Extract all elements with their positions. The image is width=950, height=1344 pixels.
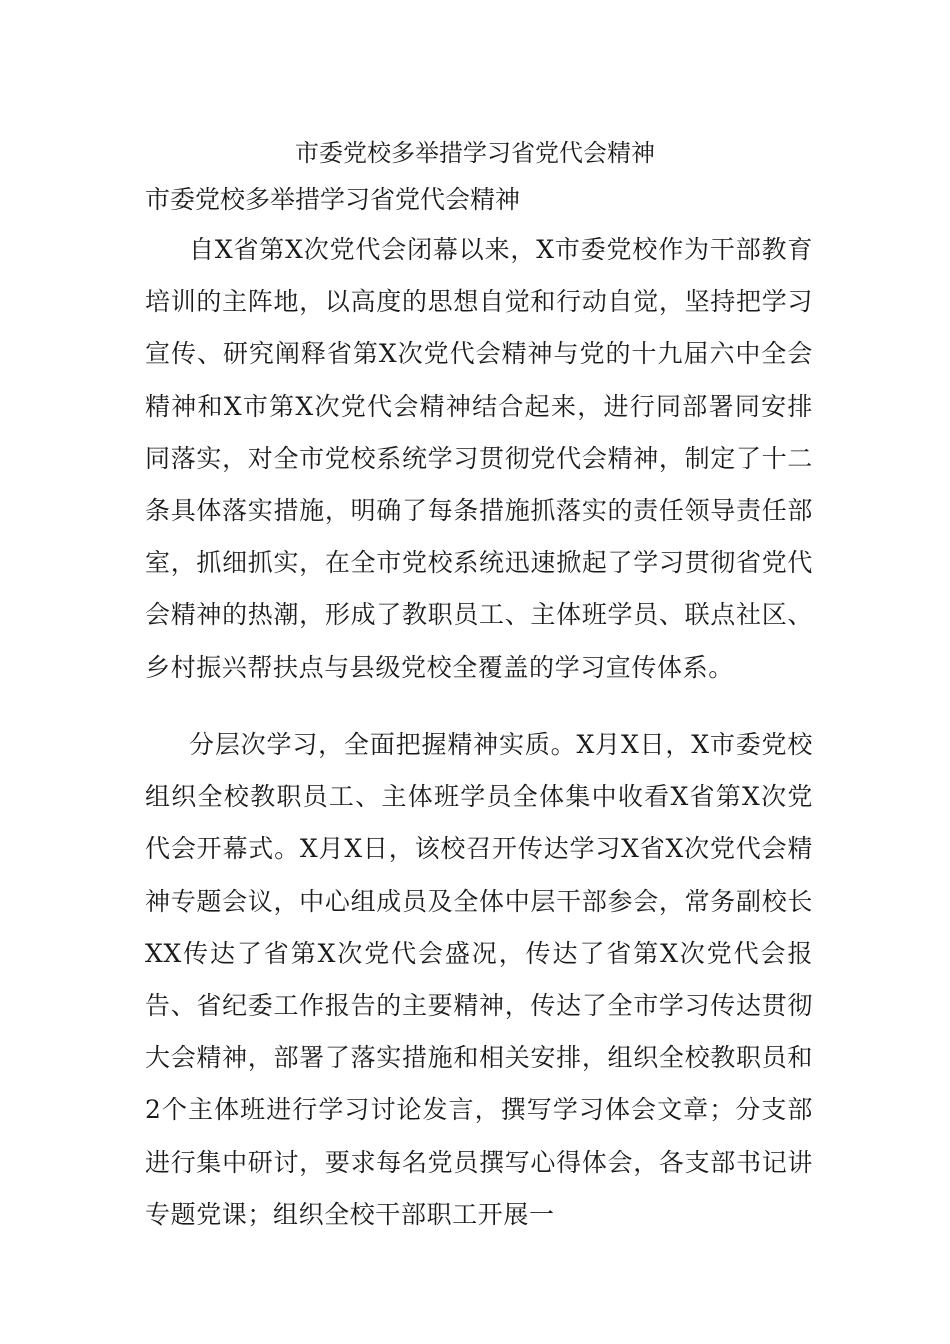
document-title: 市委党校多举措学习省党代会精神 (295, 139, 655, 167)
document-subtitle: 市委党校多举措学习省党代会精神 (145, 185, 521, 214)
body-paragraph: 自X省第X次党代会闭幕以来，X市委党校作为干部教育培训的主阵地，以高度的思想自觉和行动自觉，坚持把学习宣传、研究阐释省第X次党代会精神与党的十九届六中全会精神和X市第X次党代会精神结合起来，进行同部署同安排同落实，对全市党校系统学习贯彻党代会精神，制定了十二条具体落实措施，明确了每条措施抓落实的责任领导责任部室，抓细抓实，在全市党校系统迅速掀起了学习贯彻省党代会精神的热潮，形成了教职员工、主体班学员、联点社区、乡村振兴帮扶点与县级党校全覆盖的学习宣传体系。 (145, 235, 813, 682)
body-paragraph: 分层次学习，全面把握精神实质。X月X日，X市委党校组织全校教职员工、主体班学员全体集中收看X省第X次党代会开幕式。X月X日，该校召开传达学习X省X次党代会精神专题会议，中心组成员及全体中层干部参会，常务副校长XX传达了省第X次党代会盛况，传达了省第X次党代会报告、省纪委工作报告的主要精神，传达了全市学习传达贯彻大会精神，部署了落实措施和相关安排，组织全校教职员和2个主体班进行学习讨论发言，撰写学习体会文章；分支部进行集中研讨，要求每名党员撰写心得体会，各支部书记讲专题党课；组织全校干部职工开展一 (145, 730, 813, 1229)
